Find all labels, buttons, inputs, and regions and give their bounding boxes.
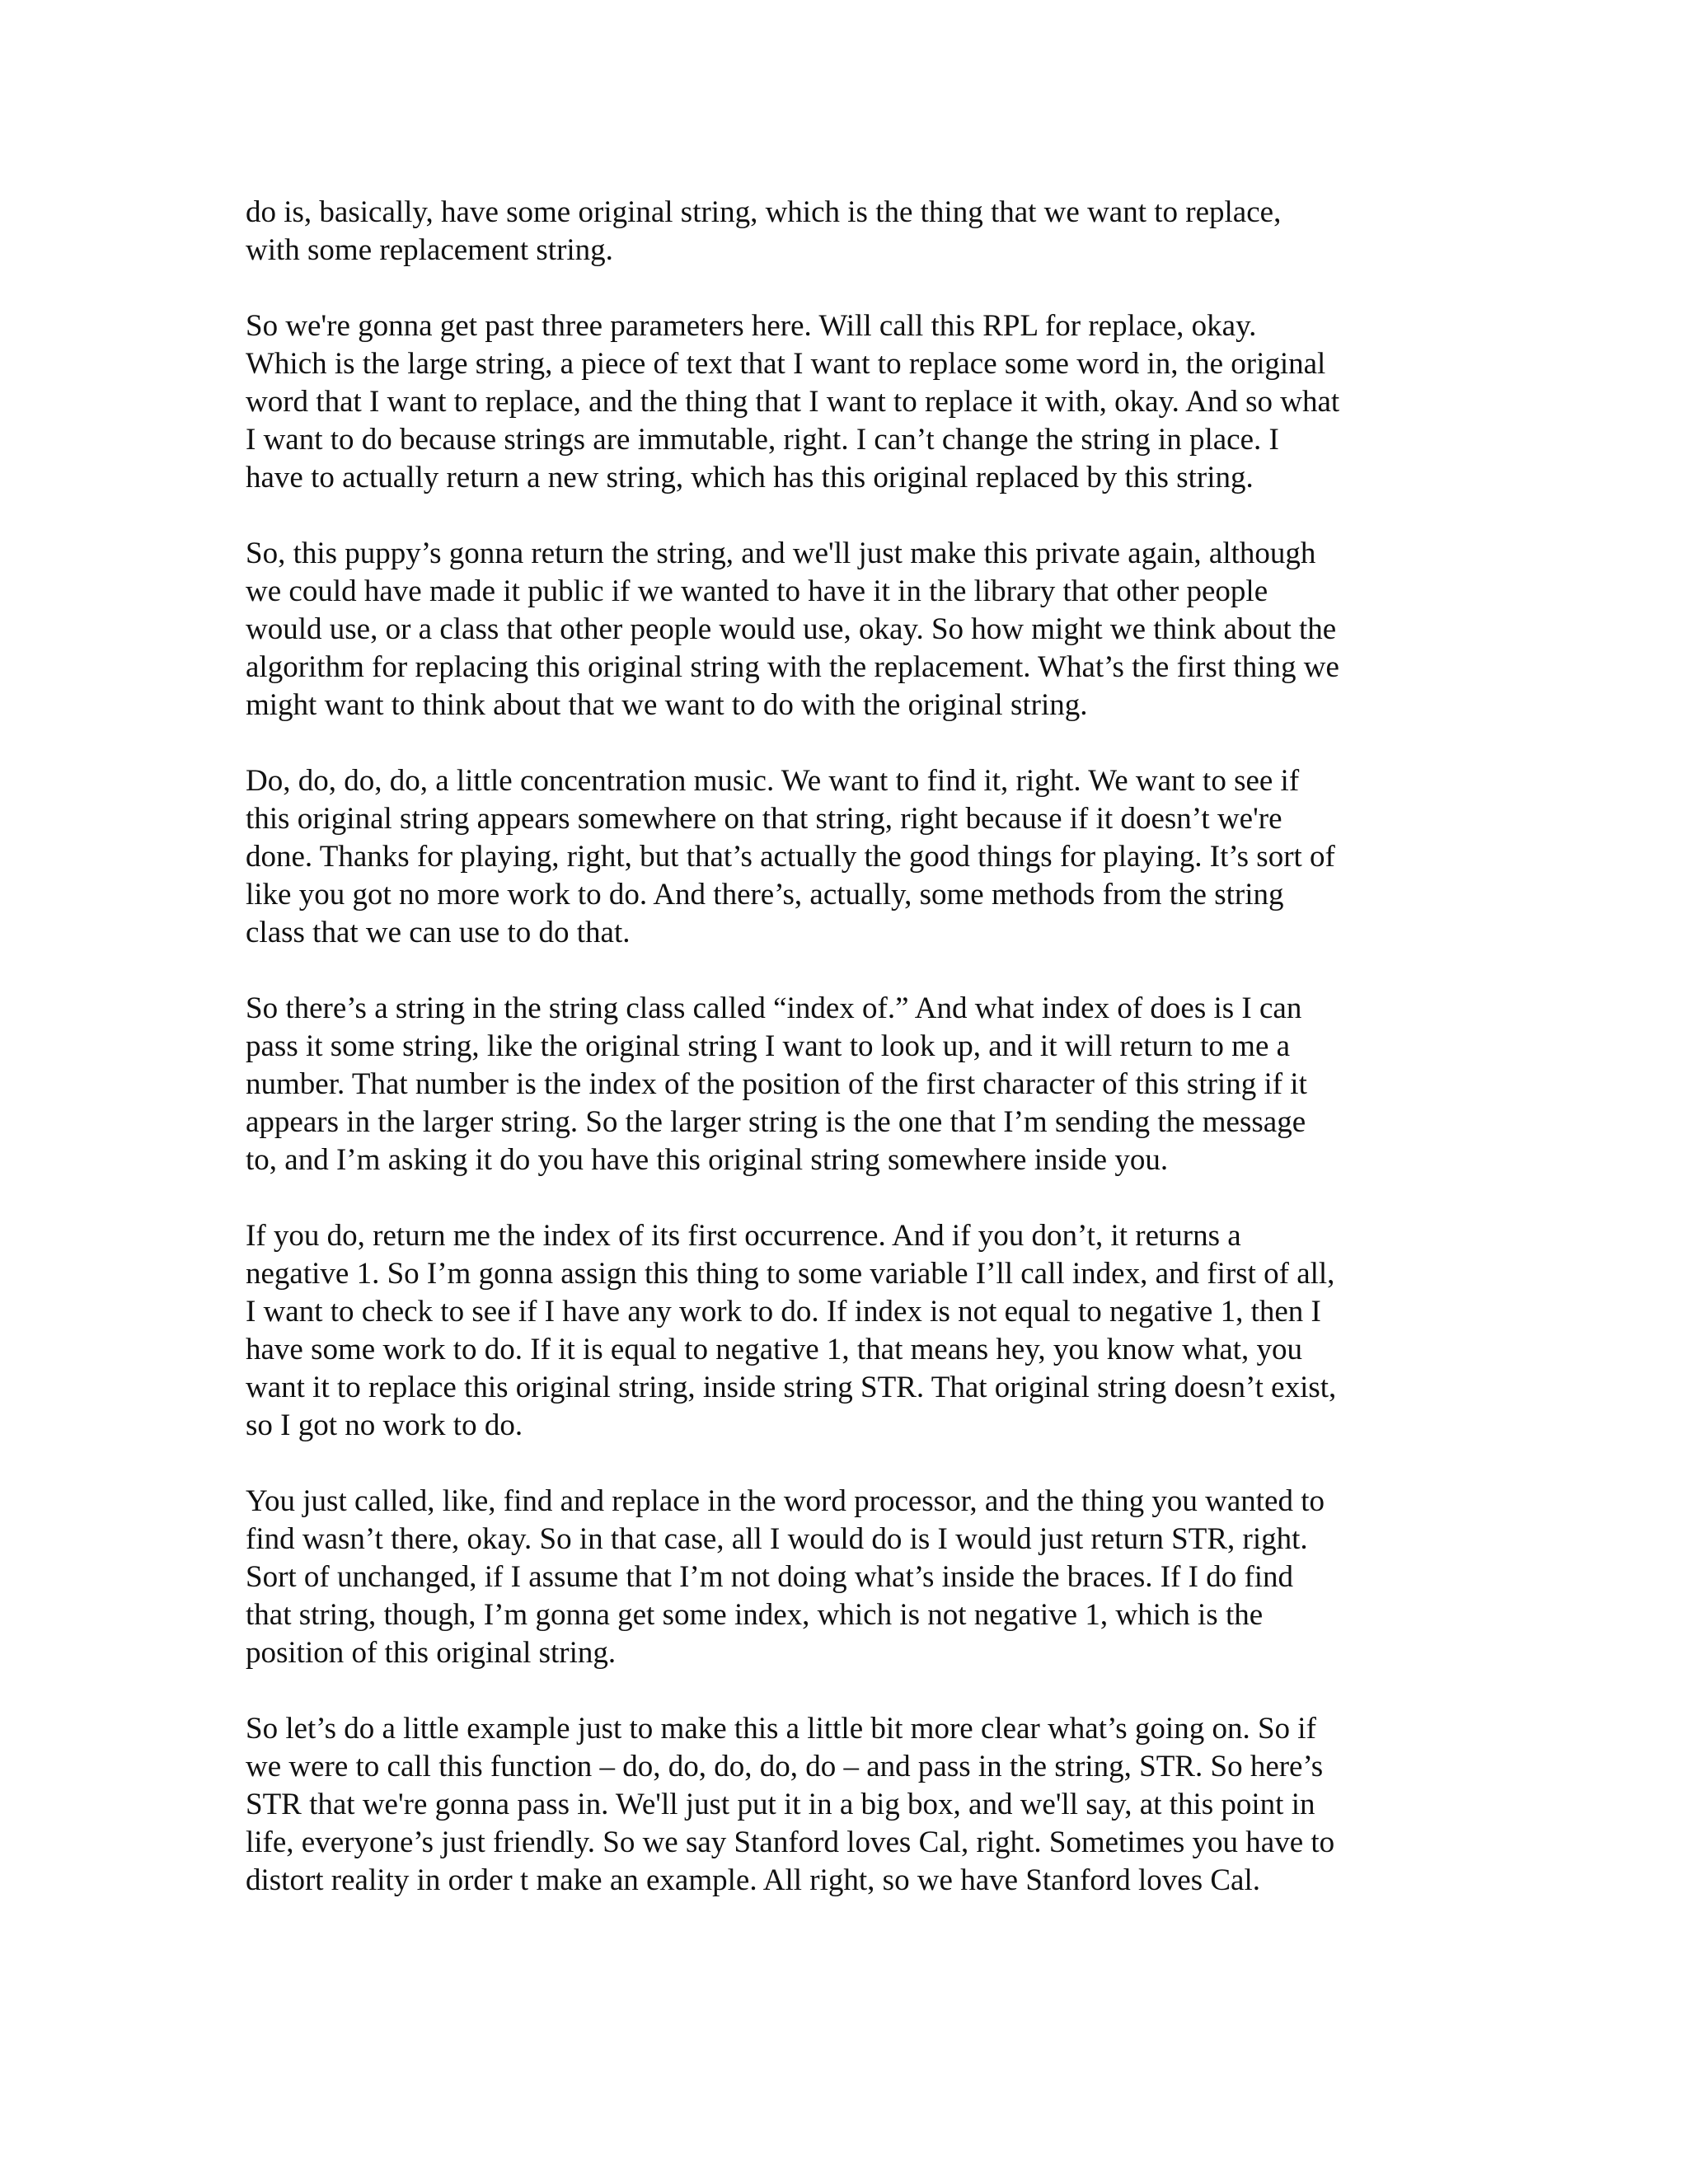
document-body	[246, 194, 1457, 1900]
paragraph-7: You just called, like, find and replace in the word processor, and the thing you wanted to find wasn’t there, okay. So in that case, all I would do is I would just return STR, right. Sort of unchanged, if I assume that I’m not doing what’s inside the braces. If I do find that string, though, I’m gonna get some index, which is not negative 1, which is the position of this original string.	[246, 1484, 1325, 1670]
paragraph-3: So, this puppy’s gonna return the string, and we'll just make this private again, although we could have made it public if we wanted to have it in the library that other people would use, or a class that other people would use, okay. So how might we think about the algorithm for replacing this original string with the replacement. What’s the first thing we might want to think about that we want to do with the original string.	[246, 537, 1339, 722]
paragraph-8: So let’s do a little example just to make this a little bit more clear what’s going on. So if we were to call this function – do, do, do, do, do – and pass in the string, STR. So here’s STR that we're gonna pass in. We'll just put it in a big box, and we'll say, at this point in life, everyone’s just friendly. So we say Stanford loves Cal, right. Sometimes you have to distort reality in order t make an example. All right, so we have Stanford loves Cal.	[246, 1712, 1335, 1897]
paragraph-6: If you do, return me the index of its first occurrence. And if you don’t, it returns a negative 1. So I’m gonna assign this thing to some variable I’ll call index, and first of all, I want to check to see if I have any work to do. If index is not equal to negative 1, then I have some work to do. If it is equal to negative 1, that means hey, you know what, you want it to replace this original string, inside string STR. That original string doesn’t exist, so I got no work to do.	[246, 1219, 1337, 1442]
paragraph-2: So we're gonna get past three parameters here. Will call this RPL for replace, okay. Which is the large string, a piece of text that I want to replace some word in, the original word that I want to replace, and the thing that I want to replace it with, okay. And so what I want to do because strings are immutable, right. I can’t change the string in place. I have to actually return a new string, which has this original replaced by this string.	[246, 309, 1340, 494]
paragraph-5: So there’s a string in the string class called “index of.” And what index of does is I can pass it some string, like the original string I want to look up, and it will return to me a number. That number is the index of the position of the first character of this string if it appears in the larger string. So the larger string is the one that I’m sending the message to, and I’m asking it do you have this original string somewhere inside you.	[246, 991, 1307, 1177]
paragraph-1: do is, basically, have some original string, which is the thing that we want to replace, with some replacement string.	[246, 195, 1282, 267]
paragraph-4: Do, do, do, do, a little concentration music. We want to find it, right. We want to see if this original string appears somewhere on that string, right because if it doesn’t we're done. Thanks for playing, right, but that’s actually the good things for playing. It’s sort of like you got no more work to do. And there’s, actually, some methods from the string class that we can use to do that.	[246, 764, 1335, 949]
